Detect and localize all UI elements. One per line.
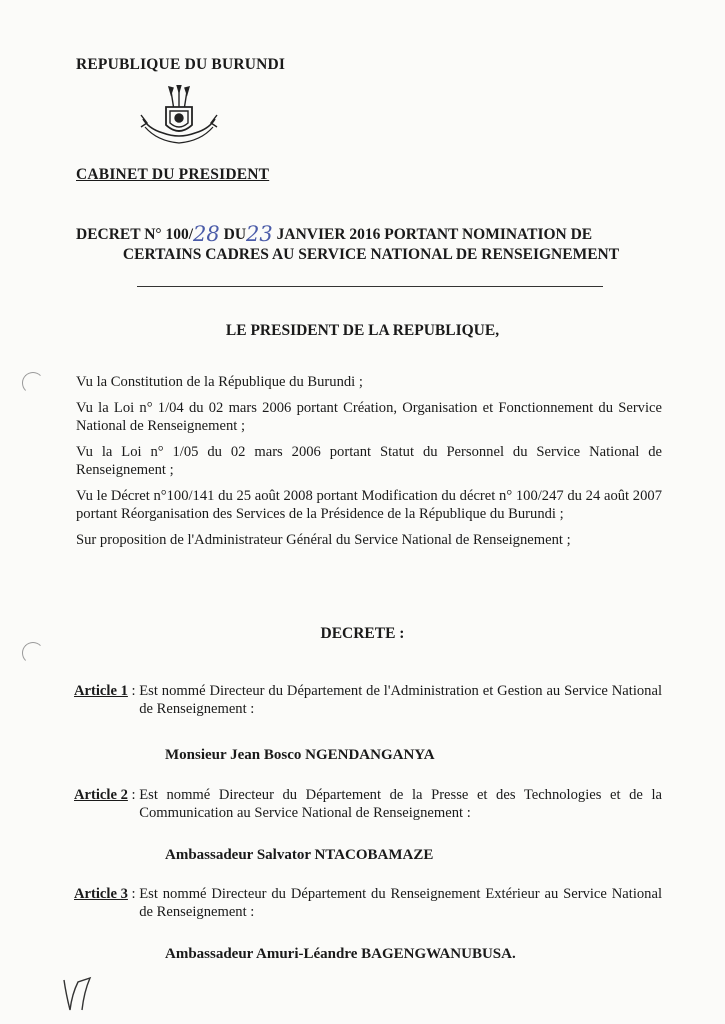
article-text: Est nommé Directeur du Département de la Presse et des Technologies et de la Communication au Service National de Renseignement : bbox=[139, 787, 662, 821]
coat-of-arms-icon bbox=[133, 85, 225, 151]
title-part3: JANVIER 2016 PORTANT NOMINATION DE bbox=[276, 226, 593, 243]
handwritten-day: 23 bbox=[246, 222, 273, 246]
title-part1: DECRET N° 100/ bbox=[76, 226, 194, 243]
punch-hole-mark bbox=[22, 642, 44, 664]
cabinet-header: CABINET DU PRESIDENT bbox=[76, 166, 270, 183]
president-heading: LE PRESIDENT DE LA REPUBLIQUE, bbox=[225, 322, 500, 339]
appointee-name: Ambassadeur Amuri-Léandre BAGENGWANUBUSA. bbox=[165, 946, 516, 962]
punch-hole-mark bbox=[22, 372, 44, 394]
article-label: Article 1 : bbox=[74, 683, 140, 699]
consideration-item: Vu la Constitution de la République du Burundi ; bbox=[76, 374, 363, 390]
title-divider bbox=[137, 286, 603, 287]
consideration-item: Vu le Décret n°100/141 du 25 août 2008 portant Modification du décret n° 100/247 du 24 août 2007 portant Réorganisation des Services de la Présidence de la République du Burundi ; bbox=[76, 488, 662, 522]
republic-header: REPUBLIQUE DU BURUNDI bbox=[76, 56, 286, 73]
considerations-block bbox=[76, 373, 662, 557]
title-line2: CERTAINS CADRES AU SERVICE NATIONAL DE RENSEIGNEMENT bbox=[122, 246, 620, 263]
article-text: Est nommé Directeur du Département de l'Administration et Gestion au Service National de Renseignement : bbox=[139, 683, 662, 717]
decree-title bbox=[76, 222, 666, 265]
title-part2: DU bbox=[223, 226, 247, 243]
decrete-heading: DECRETE : bbox=[320, 625, 405, 642]
handwritten-initials-mark bbox=[60, 974, 100, 1014]
handwritten-decree-number: 28 bbox=[193, 222, 220, 246]
article-2 bbox=[74, 786, 662, 822]
article-label: Article 3 : bbox=[74, 886, 140, 902]
article-text: Est nommé Directeur du Département du Renseignement Extérieur au Service National de Renseignement : bbox=[139, 886, 662, 920]
article-label: Article 2 : bbox=[74, 787, 140, 803]
article-1 bbox=[74, 682, 662, 718]
article-3 bbox=[74, 885, 662, 921]
appointee-name: Ambassadeur Salvator NTACOBAMAZE bbox=[165, 847, 434, 863]
consideration-item: Vu la Loi n° 1/05 du 02 mars 2006 portant Statut du Personnel du Service National de Renseignement ; bbox=[76, 444, 662, 478]
appointee-name: Monsieur Jean Bosco NGENDANGANYA bbox=[165, 747, 435, 763]
consideration-item: Vu la Loi n° 1/04 du 02 mars 2006 portant Création, Organisation et Fonctionnement du Service National de Renseignement ; bbox=[76, 400, 662, 434]
consideration-item: Sur proposition de l'Administrateur Général du Service National de Renseignement ; bbox=[76, 532, 571, 548]
